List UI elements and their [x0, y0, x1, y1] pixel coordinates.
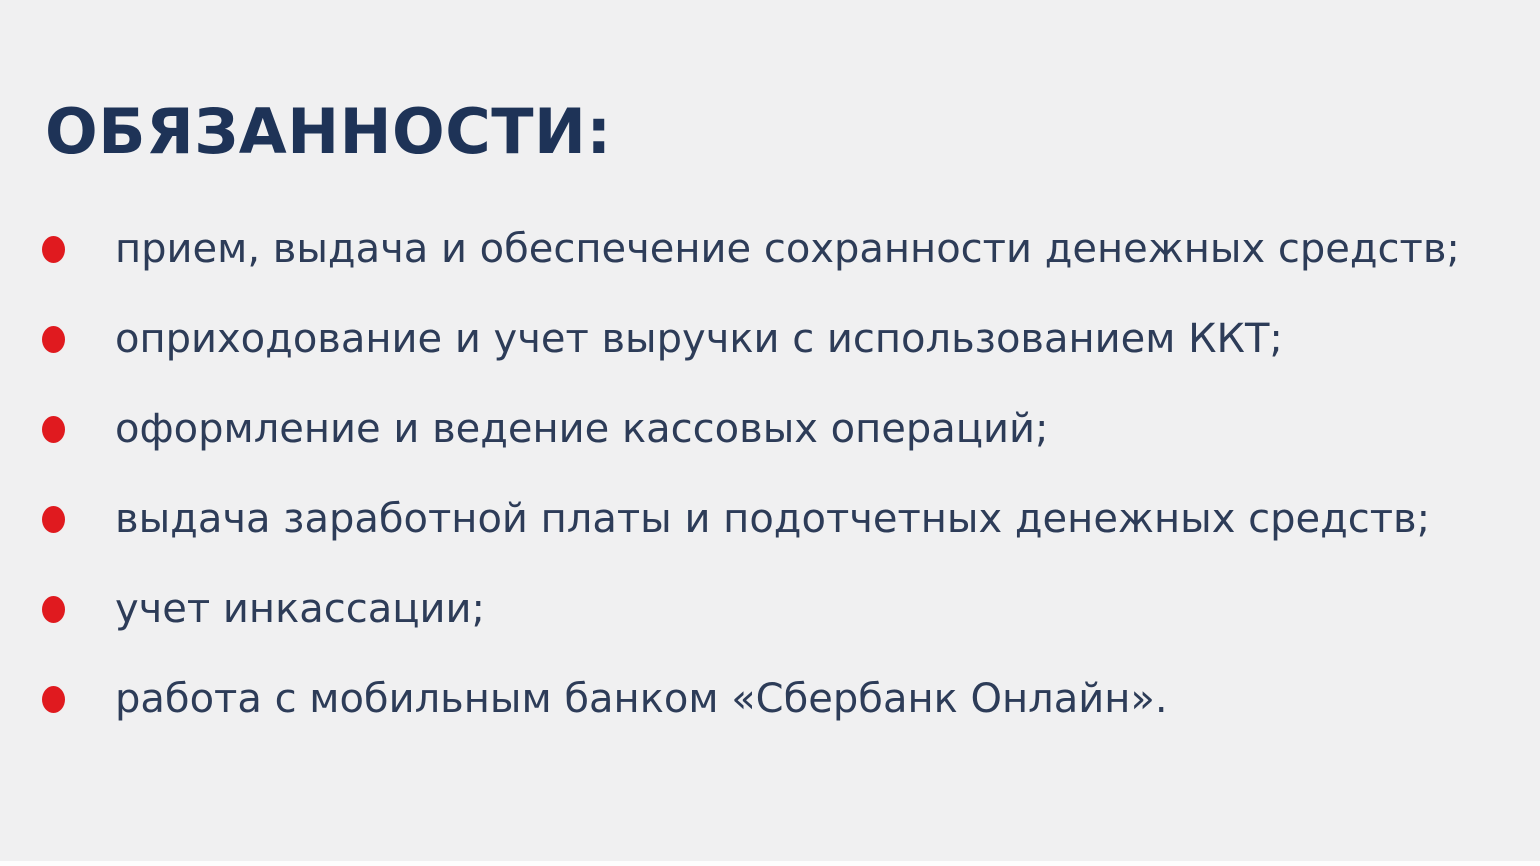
list-item — [0, 676, 1540, 722]
page-title: ОБЯЗАННОСТИ: — [45, 95, 612, 168]
bullet-icon — [42, 596, 65, 623]
list-item — [0, 316, 1540, 362]
list-item-text: прием, выдача и обеспечение сохранности денежных средств; — [115, 226, 1460, 272]
duties-list — [0, 226, 1540, 766]
list-item — [0, 406, 1540, 452]
list-item-text: оприходование и учет выручки с использованием ККТ; — [115, 316, 1283, 362]
list-item-text: выдача заработной платы и подотчетных денежных средств; — [115, 496, 1431, 542]
bullet-icon — [42, 506, 65, 533]
bottom-edge-strip — [0, 861, 1540, 866]
bullet-icon — [42, 416, 65, 443]
bullet-icon — [42, 326, 65, 353]
bullet-icon — [42, 236, 65, 263]
list-item-text: учет инкассации; — [115, 586, 485, 632]
list-item-text: работа с мобильным банком «Сбербанк Онлайн». — [115, 676, 1168, 722]
list-item-text: оформление и ведение кассовых операций; — [115, 406, 1049, 452]
list-item — [0, 586, 1540, 632]
list-item — [0, 226, 1540, 272]
bullet-icon — [42, 686, 65, 713]
list-item — [0, 496, 1540, 542]
